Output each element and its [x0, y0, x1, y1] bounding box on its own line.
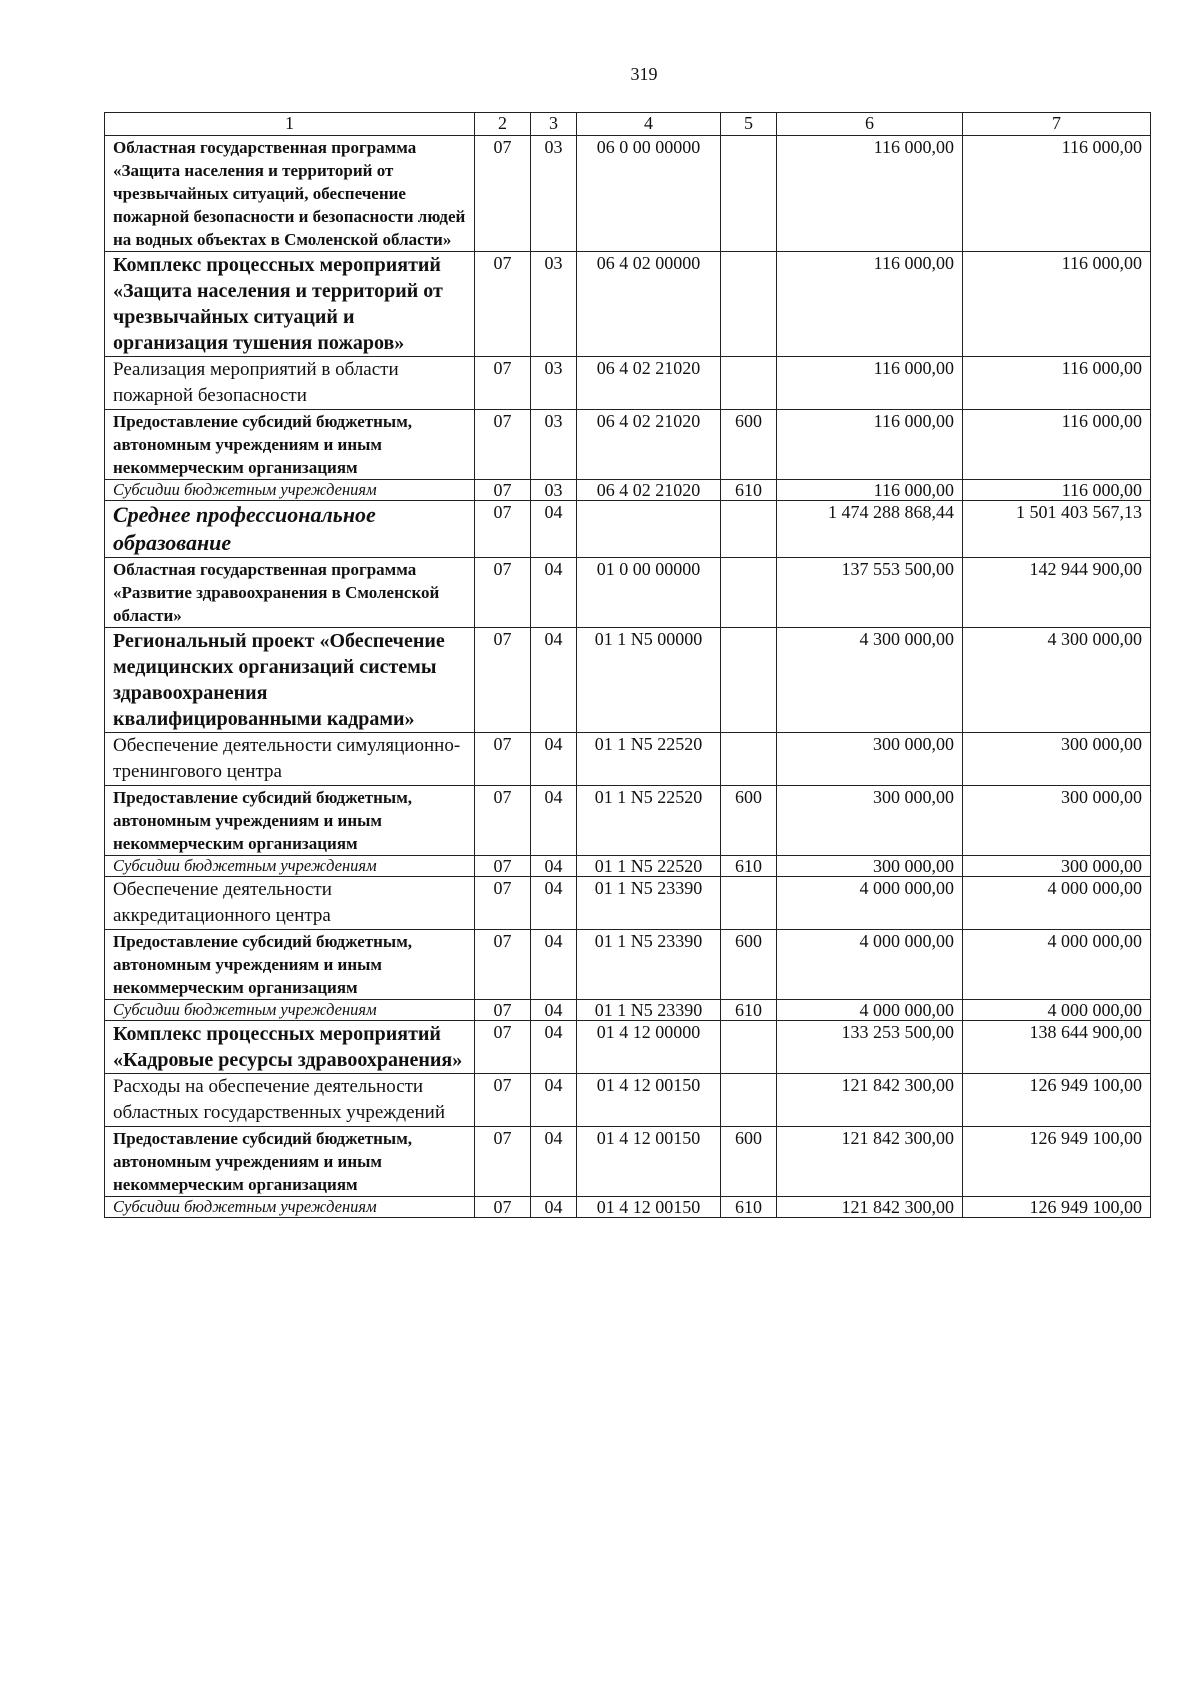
row-name-cell: Субсидии бюджетным учреждениям: [105, 480, 475, 501]
target-article-cell: [577, 501, 721, 558]
expense-type-cell: 610: [721, 856, 777, 877]
section-code-cell: 07: [475, 856, 531, 877]
row-name-cell: Предоставление субсидий бюджетным, автономным учреждениям и иным некоммерческим организациям: [105, 786, 475, 856]
row-name-cell: Расходы на обеспечение деятельности областных государственных учреждений: [105, 1074, 475, 1127]
section-code-cell: 07: [475, 628, 531, 733]
section-code-cell: 07: [475, 1197, 531, 1218]
table-row: [105, 1074, 1151, 1127]
amount-col7-cell: 4 000 000,00: [963, 930, 1151, 1000]
subsection-code-cell: 04: [531, 558, 577, 628]
table-row: [105, 1000, 1151, 1021]
table-row: [105, 480, 1151, 501]
target-article-cell: 06 4 02 21020: [577, 480, 721, 501]
column-header: 5: [721, 113, 777, 136]
target-article-cell: 01 4 12 00150: [577, 1127, 721, 1197]
table-row: [105, 252, 1151, 357]
amount-col7-cell: 116 000,00: [963, 252, 1151, 357]
section-code-cell: 07: [475, 558, 531, 628]
expense-type-cell: 600: [721, 930, 777, 1000]
amount-col7-cell: 300 000,00: [963, 786, 1151, 856]
expense-type-cell: [721, 357, 777, 410]
expense-type-cell: 610: [721, 1000, 777, 1021]
subsection-code-cell: 04: [531, 1021, 577, 1074]
section-code-cell: 07: [475, 357, 531, 410]
target-article-cell: 06 4 02 00000: [577, 252, 721, 357]
amount-col6-cell: 300 000,00: [777, 786, 963, 856]
table-row: [105, 136, 1151, 252]
row-name-cell: Региональный проект «Обеспечение медицинских организаций системы здравоохранения квалифицированными кадрами»: [105, 628, 475, 733]
amount-col7-cell: 116 000,00: [963, 136, 1151, 252]
page-number: 319: [630, 64, 658, 84]
amount-col7-cell: 142 944 900,00: [963, 558, 1151, 628]
row-name-cell: Субсидии бюджетным учреждениям: [105, 1000, 475, 1021]
amount-col6-cell: 121 842 300,00: [777, 1074, 963, 1127]
target-article-cell: 06 4 02 21020: [577, 410, 721, 480]
expense-type-cell: [721, 1074, 777, 1127]
amount-col7-cell: 126 949 100,00: [963, 1197, 1151, 1218]
section-code-cell: 07: [475, 480, 531, 501]
section-code-cell: 07: [475, 252, 531, 357]
target-article-cell: 01 1 N5 23390: [577, 877, 721, 930]
subsection-code-cell: 04: [531, 1000, 577, 1021]
subsection-code-cell: 04: [531, 930, 577, 1000]
subsection-code-cell: 04: [531, 628, 577, 733]
row-name-cell: Комплекс процессных мероприятий «Кадровые ресурсы здравоохранения»: [105, 1021, 475, 1074]
target-article-cell: 01 1 N5 22520: [577, 856, 721, 877]
subsection-code-cell: 04: [531, 1074, 577, 1127]
subsection-code-cell: 03: [531, 357, 577, 410]
table-header-row: [105, 113, 1151, 136]
amount-col6-cell: 4 000 000,00: [777, 1000, 963, 1021]
target-article-cell: 06 0 00 00000: [577, 136, 721, 252]
amount-col7-cell: 1 501 403 567,13: [963, 501, 1151, 558]
section-code-cell: 07: [475, 136, 531, 252]
expense-type-cell: [721, 1021, 777, 1074]
column-header: 2: [475, 113, 531, 136]
amount-col6-cell: 133 253 500,00: [777, 1021, 963, 1074]
expense-type-cell: 600: [721, 786, 777, 856]
amount-col7-cell: 4 000 000,00: [963, 877, 1151, 930]
subsection-code-cell: 03: [531, 480, 577, 501]
subsection-code-cell: 04: [531, 1127, 577, 1197]
amount-col6-cell: 116 000,00: [777, 480, 963, 501]
target-article-cell: 01 4 12 00150: [577, 1074, 721, 1127]
expense-type-cell: [721, 733, 777, 786]
target-article-cell: 01 1 N5 22520: [577, 733, 721, 786]
amount-col7-cell: 116 000,00: [963, 357, 1151, 410]
row-name-cell: Областная государственная программа «Развитие здравоохранения в Смоленской области»: [105, 558, 475, 628]
amount-col6-cell: 137 553 500,00: [777, 558, 963, 628]
row-name-cell: Предоставление субсидий бюджетным, автономным учреждениям и иным некоммерческим организациям: [105, 930, 475, 1000]
amount-col6-cell: 121 842 300,00: [777, 1127, 963, 1197]
target-article-cell: 01 4 12 00000: [577, 1021, 721, 1074]
table-row: [105, 628, 1151, 733]
table-row: [105, 856, 1151, 877]
subsection-code-cell: 04: [531, 733, 577, 786]
row-name-cell: Обеспечение деятельности симуляционно-тренингового центра: [105, 733, 475, 786]
amount-col6-cell: 116 000,00: [777, 136, 963, 252]
amount-col7-cell: 116 000,00: [963, 410, 1151, 480]
table-row: [105, 1021, 1151, 1074]
target-article-cell: 01 0 00 00000: [577, 558, 721, 628]
amount-col7-cell: 300 000,00: [963, 856, 1151, 877]
row-name-cell: Субсидии бюджетным учреждениям: [105, 856, 475, 877]
row-name-cell: Обеспечение деятельности аккредитационного центра: [105, 877, 475, 930]
amount-col6-cell: 116 000,00: [777, 252, 963, 357]
row-name-cell: Среднее профессиональное образование: [105, 501, 475, 558]
subsection-code-cell: 03: [531, 410, 577, 480]
section-code-cell: 07: [475, 1021, 531, 1074]
table-row: [105, 930, 1151, 1000]
amount-col7-cell: 138 644 900,00: [963, 1021, 1151, 1074]
subsection-code-cell: 04: [531, 501, 577, 558]
section-code-cell: 07: [475, 501, 531, 558]
subsection-code-cell: 04: [531, 856, 577, 877]
target-article-cell: 01 1 N5 00000: [577, 628, 721, 733]
amount-col7-cell: 126 949 100,00: [963, 1127, 1151, 1197]
target-article-cell: 01 4 12 00150: [577, 1197, 721, 1218]
table-row: [105, 786, 1151, 856]
amount-col7-cell: 116 000,00: [963, 480, 1151, 501]
subsection-code-cell: 03: [531, 252, 577, 357]
table-row: [105, 1127, 1151, 1197]
expense-type-cell: [721, 558, 777, 628]
row-name-cell: Реализация мероприятий в области пожарной безопасности: [105, 357, 475, 410]
table-row: [105, 1197, 1151, 1218]
section-code-cell: 07: [475, 733, 531, 786]
section-code-cell: 07: [475, 786, 531, 856]
expense-type-cell: [721, 628, 777, 733]
amount-col6-cell: 4 300 000,00: [777, 628, 963, 733]
expense-type-cell: 600: [721, 410, 777, 480]
expense-type-cell: [721, 252, 777, 357]
subsection-code-cell: 03: [531, 136, 577, 252]
row-name-cell: Комплекс процессных мероприятий «Защита населения и территорий от чрезвычайных ситуаций и организация тушения пожаров»: [105, 252, 475, 357]
subsection-code-cell: 04: [531, 786, 577, 856]
section-code-cell: 07: [475, 410, 531, 480]
section-code-cell: 07: [475, 1000, 531, 1021]
section-code-cell: 07: [475, 877, 531, 930]
budget-table: [104, 112, 1151, 1218]
amount-col6-cell: 300 000,00: [777, 856, 963, 877]
amount-col7-cell: 4 300 000,00: [963, 628, 1151, 733]
table-row: [105, 877, 1151, 930]
expense-type-cell: 600: [721, 1127, 777, 1197]
amount-col6-cell: 4 000 000,00: [777, 877, 963, 930]
row-name-cell: Предоставление субсидий бюджетным, автономным учреждениям и иным некоммерческим организациям: [105, 410, 475, 480]
section-code-cell: 07: [475, 1074, 531, 1127]
row-name-cell: Субсидии бюджетным учреждениям: [105, 1197, 475, 1218]
amount-col7-cell: 4 000 000,00: [963, 1000, 1151, 1021]
table-row: [105, 410, 1151, 480]
column-header: 3: [531, 113, 577, 136]
table-row: [105, 558, 1151, 628]
table-row: [105, 357, 1151, 410]
table-row: [105, 501, 1151, 558]
amount-col6-cell: 116 000,00: [777, 357, 963, 410]
column-header: 4: [577, 113, 721, 136]
amount-col7-cell: 126 949 100,00: [963, 1074, 1151, 1127]
table-row: [105, 733, 1151, 786]
amount-col6-cell: 121 842 300,00: [777, 1197, 963, 1218]
subsection-code-cell: 04: [531, 877, 577, 930]
column-header: 1: [105, 113, 475, 136]
section-code-cell: 07: [475, 930, 531, 1000]
expense-type-cell: [721, 501, 777, 558]
amount-col7-cell: 300 000,00: [963, 733, 1151, 786]
expense-type-cell: [721, 136, 777, 252]
target-article-cell: 01 1 N5 22520: [577, 786, 721, 856]
target-article-cell: 01 1 N5 23390: [577, 930, 721, 1000]
target-article-cell: 01 1 N5 23390: [577, 1000, 721, 1021]
subsection-code-cell: 04: [531, 1197, 577, 1218]
expense-type-cell: [721, 877, 777, 930]
amount-col6-cell: 300 000,00: [777, 733, 963, 786]
amount-col6-cell: 4 000 000,00: [777, 930, 963, 1000]
row-name-cell: Предоставление субсидий бюджетным, автономным учреждениям и иным некоммерческим организациям: [105, 1127, 475, 1197]
column-header: 7: [963, 113, 1151, 136]
amount-col6-cell: 1 474 288 868,44: [777, 501, 963, 558]
amount-col6-cell: 116 000,00: [777, 410, 963, 480]
target-article-cell: 06 4 02 21020: [577, 357, 721, 410]
expense-type-cell: 610: [721, 480, 777, 501]
expense-type-cell: 610: [721, 1197, 777, 1218]
column-header: 6: [777, 113, 963, 136]
row-name-cell: Областная государственная программа «Защита населения и территорий от чрезвычайных ситуаций, обеспечение пожарной безопасности и безопасности людей на водных объектах в Смоленской области»: [105, 136, 475, 252]
section-code-cell: 07: [475, 1127, 531, 1197]
